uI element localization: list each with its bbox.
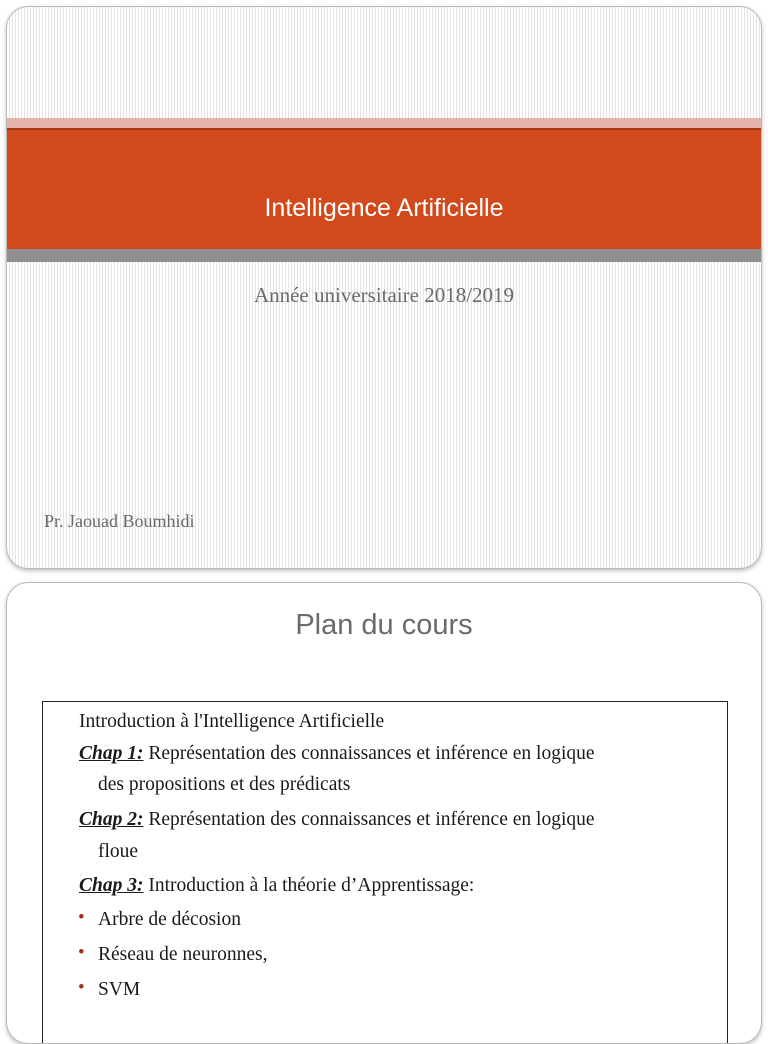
bullet-icon: • xyxy=(78,942,85,963)
plan-title: Plan du cours xyxy=(295,609,473,641)
chapter-2-line xyxy=(79,809,595,831)
chapter-1-line xyxy=(79,743,595,765)
chapter-2-continuation: floue xyxy=(98,841,139,862)
decorative-gray-strip xyxy=(7,249,761,262)
chapter-2-text: Représentation des connaissances et inférence en logique xyxy=(143,809,595,830)
chapter-3-line xyxy=(79,875,474,897)
bullet-item: Arbre de décosion xyxy=(98,909,241,930)
title-slide xyxy=(6,6,762,569)
chapter-1-label: Chap 1: xyxy=(79,743,144,764)
bullet-icon: • xyxy=(78,977,85,998)
plan-slide xyxy=(6,582,762,1044)
chapter-1-continuation: des propositions et des prédicats xyxy=(98,774,351,795)
chapter-3-text: Introduction à la théorie d’Apprentissage: xyxy=(143,875,475,896)
chapter-1-text: Représentation des connaissances et inférence en logique xyxy=(143,743,595,764)
chapter-2-label: Chap 2: xyxy=(79,809,144,830)
title-band xyxy=(7,128,761,249)
bullet-icon: • xyxy=(78,907,85,928)
author-name: Pr. Jaouad Boumhidi xyxy=(44,511,195,531)
course-outline-box xyxy=(42,701,728,1044)
bullet-item: Réseau de neuronnes, xyxy=(98,944,268,965)
intro-line: Introduction à l'Intelligence Artificielle xyxy=(79,711,385,732)
chapter-3-label: Chap 3: xyxy=(79,875,144,896)
decorative-pink-strip xyxy=(7,118,761,128)
slide-subtitle: Année universitaire 2018/2019 xyxy=(253,283,515,307)
slide-title: Intelligence Artificielle xyxy=(264,194,504,222)
bullet-item: SVM xyxy=(98,979,141,1000)
